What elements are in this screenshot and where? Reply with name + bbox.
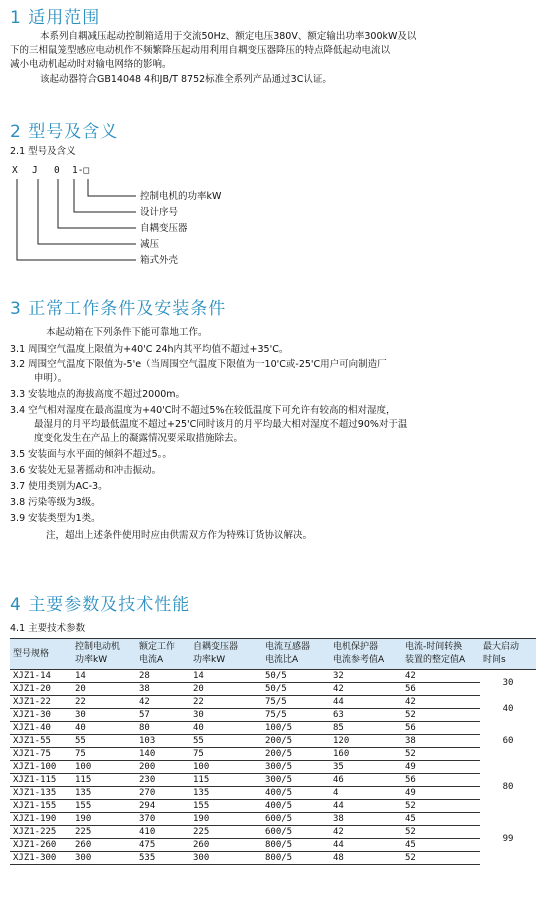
table-cell: 160 <box>330 748 402 761</box>
code-label-design-serial: 设计序号 <box>140 207 179 218</box>
sec3-item-3-4: 3.4 空气相对湿度在最高温度为+40'C时不超过5%在较低温度下可允许有较高的相对湿度， <box>10 405 396 416</box>
table-cell: 103 <box>136 735 190 748</box>
col-motor-power: 控制电动机 功率kW <box>72 639 136 670</box>
table-cell: 294 <box>136 800 190 813</box>
table-cell: 45 <box>402 813 480 826</box>
table-cell: 63 <box>330 709 402 722</box>
sec3-item-3-4-cont-1: 最湿月的月平均最低温度不超过+25'C同时该月的月平均最大相对湿度不超过90%对于温 <box>34 419 408 430</box>
table-cell: 270 <box>136 787 190 800</box>
sec2-subtitle: 2.1 型号及含义 <box>10 146 76 157</box>
table-cell: 800/5 <box>262 839 330 852</box>
table-cell: 32 <box>330 670 402 683</box>
code-suffix: 1-□ <box>72 165 90 176</box>
table-cell: 135 <box>72 787 136 800</box>
table-cell: 20 <box>190 683 262 696</box>
table-cell: 22 <box>190 696 262 709</box>
table-cell: 260 <box>190 839 262 852</box>
table-cell: 190 <box>72 813 136 826</box>
table-cell: 28 <box>136 670 190 683</box>
table-cell: 155 <box>72 800 136 813</box>
table-cell: 57 <box>136 709 190 722</box>
table-cell: 20 <box>72 683 136 696</box>
sec1-para-line-2: 下的三相鼠笼型感应电动机作不频繁降压起动用利用自耦变压器降压的特点降低起动电流以 <box>10 45 391 56</box>
table-row <box>10 800 536 813</box>
table-cell: XJZ1-20 <box>10 683 72 696</box>
code-digit-0: 0 <box>54 165 60 176</box>
col-rated-current: 额定工作 电流A <box>136 639 190 670</box>
table-cell: 44 <box>330 800 402 813</box>
section-1-title: 1 适用范围 <box>10 8 101 28</box>
table-cell: XJZ1-300 <box>10 852 72 865</box>
table-cell: 42 <box>330 826 402 839</box>
col-max-start-time: 最大启动 时间s <box>480 639 536 670</box>
table-cell: 85 <box>330 722 402 735</box>
table-cell: 225 <box>72 826 136 839</box>
sec1-para-line-4: 该起动器符合GB14048 4和JB/T 8752标准全系列产品通过3C认证。 <box>40 74 332 85</box>
table-cell: 40 <box>190 722 262 735</box>
table-cell: 230 <box>136 774 190 787</box>
start-time-cell: 99 <box>502 833 514 844</box>
start-time-cell: 30 <box>502 677 514 688</box>
col-transformer-power: 自耦变压器 功率kW <box>190 639 262 670</box>
table-cell: XJZ1-260 <box>10 839 72 852</box>
table-cell: 75 <box>190 748 262 761</box>
table-cell: XJZ1-155 <box>10 800 72 813</box>
spec-table-body <box>10 670 536 865</box>
col-ct-ratio: 电流互感器 电流比A <box>262 639 330 670</box>
table-row <box>10 696 536 709</box>
table-cell: 55 <box>72 735 136 748</box>
table-cell: 115 <box>190 774 262 787</box>
sec3-item-3-1: 3.1 周围空气温度上限值为+40'C 24h内其平均值不超过+35'C。 <box>10 344 289 355</box>
code-letter-x: X <box>12 165 18 176</box>
table-cell: 42 <box>330 683 402 696</box>
table-row <box>10 722 536 735</box>
col-time-setting: 电流-时间转换 装置的整定值A <box>402 639 480 670</box>
table-cell: 14 <box>72 670 136 683</box>
spec-table <box>10 638 536 865</box>
table-cell: 42 <box>402 696 480 709</box>
table-cell: 300/5 <box>262 774 330 787</box>
sec3-item-3-5: 3.5 安装面与水平面的倾斜不超过5。。 <box>10 449 172 460</box>
table-cell: 600/5 <box>262 813 330 826</box>
table-cell: 800/5 <box>262 852 330 865</box>
table-cell: 155 <box>190 800 262 813</box>
section-2-title: 2 型号及含义 <box>10 122 119 142</box>
sec3-note: 注，超出上述条件使用时应由供需双方作为特殊订货协议解决。 <box>46 530 313 541</box>
sec3-item-3-7: 3.7 使用类别为AC-3。 <box>10 481 108 492</box>
table-cell: XJZ1-14 <box>10 670 72 683</box>
table-cell: 14 <box>190 670 262 683</box>
code-letter-j: J <box>32 165 38 176</box>
table-cell: 100/5 <box>262 722 330 735</box>
start-time-cell: 40 <box>502 703 514 714</box>
table-cell: XJZ1-100 <box>10 761 72 774</box>
table-cell: 48 <box>330 852 402 865</box>
table-cell: 55 <box>190 735 262 748</box>
table-cell: 260 <box>72 839 136 852</box>
table-cell: 52 <box>402 709 480 722</box>
table-cell: 38 <box>402 735 480 748</box>
sec3-item-3-6: 3.6 安装处无显著摇动和冲击振动。 <box>10 465 162 476</box>
table-cell: 190 <box>190 813 262 826</box>
table-cell: 300 <box>72 852 136 865</box>
table-cell: 46 <box>330 774 402 787</box>
table-cell: 400/5 <box>262 787 330 800</box>
code-label-box-enclosure: 箱式外壳 <box>140 255 179 266</box>
sec1-para-line-1: 本系列自耦减压起动控制箱适用于交流50Hz、额定电压380V、额定输出功率300kW及以 <box>40 31 417 42</box>
table-cell: 50/5 <box>262 670 330 683</box>
table-cell: 56 <box>402 683 480 696</box>
table-cell: 30 <box>190 709 262 722</box>
table-row <box>10 813 536 826</box>
sec3-item-3-2: 3.2 周围空气温度下限值为-5'e（当周围空气温度下限值为一10'C或-25'C用户可向制造厂 <box>10 359 387 370</box>
sec4-subtitle: 4.1 主要技术参数 <box>10 623 86 634</box>
table-cell: 56 <box>402 722 480 735</box>
table-cell: 75 <box>72 748 136 761</box>
table-row <box>10 826 536 839</box>
table-row <box>10 748 536 761</box>
table-cell: XJZ1-30 <box>10 709 72 722</box>
table-cell: 52 <box>402 852 480 865</box>
code-label-reduced-voltage: 减压 <box>140 239 160 250</box>
table-cell: 30 <box>72 709 136 722</box>
table-cell: 52 <box>402 800 480 813</box>
table-cell: 475 <box>136 839 190 852</box>
table-row <box>10 735 536 748</box>
table-cell: 200/5 <box>262 735 330 748</box>
sec1-para-line-3: 减小电动机起动时对输电网络的影响。 <box>10 59 172 70</box>
table-cell: 600/5 <box>262 826 330 839</box>
table-cell: 200 <box>136 761 190 774</box>
table-cell: 52 <box>402 748 480 761</box>
code-label-power: 控制电机的功率kW <box>140 191 222 202</box>
table-cell: 49 <box>402 787 480 800</box>
table-row <box>10 709 536 722</box>
table-row <box>10 761 536 774</box>
code-label-autotransformer: 自耦变压器 <box>140 223 188 234</box>
table-cell: 300 <box>190 852 262 865</box>
table-cell: 50/5 <box>262 683 330 696</box>
table-row <box>10 787 536 800</box>
table-cell: 100 <box>190 761 262 774</box>
sec3-item-3-8: 3.8 污染等级为3级。 <box>10 497 101 508</box>
table-row <box>10 774 536 787</box>
table-cell: 535 <box>136 852 190 865</box>
col-model: 型号规格 <box>10 639 72 670</box>
section-3-title: 3 正常工作条件及安装条件 <box>10 299 227 319</box>
table-cell: 44 <box>330 696 402 709</box>
table-row <box>10 839 536 852</box>
table-cell: XJZ1-115 <box>10 774 72 787</box>
start-time-cell: 80 <box>502 781 514 792</box>
table-cell: 45 <box>402 839 480 852</box>
table-cell: XJZ1-22 <box>10 696 72 709</box>
table-row <box>10 852 536 865</box>
table-cell: 370 <box>136 813 190 826</box>
table-cell: 38 <box>136 683 190 696</box>
table-cell: 75/5 <box>262 709 330 722</box>
sec3-item-3-3: 3.3 安装地点的海拔高度不超过2000m。 <box>10 389 186 400</box>
table-cell: 80 <box>136 722 190 735</box>
start-time-cell: 60 <box>502 736 514 746</box>
table-cell: 49 <box>402 761 480 774</box>
table-cell: XJZ1-40 <box>10 722 72 735</box>
table-cell: 75/5 <box>262 696 330 709</box>
table-cell: 44 <box>330 839 402 852</box>
table-cell: 120 <box>330 735 402 748</box>
table-cell: 40 <box>72 722 136 735</box>
table-cell: XJZ1-135 <box>10 787 72 800</box>
table-cell: 115 <box>72 774 136 787</box>
table-cell: 56 <box>402 774 480 787</box>
table-row <box>10 670 536 683</box>
table-cell: 42 <box>402 670 480 683</box>
sec3-item-3-4-cont-2: 度变化发生在产品上的凝露情况要采取措施除去。 <box>34 433 244 444</box>
sec3-item-3-2-cont: 申明）。 <box>34 373 68 384</box>
table-cell: 400/5 <box>262 800 330 813</box>
spec-table-header <box>10 639 536 670</box>
table-cell: 52 <box>402 826 480 839</box>
table-cell: 35 <box>330 761 402 774</box>
table-cell: 42 <box>136 696 190 709</box>
table-cell: XJZ1-190 <box>10 813 72 826</box>
table-cell: 200/5 <box>262 748 330 761</box>
table-cell: XJZ1-225 <box>10 826 72 839</box>
table-cell: 22 <box>72 696 136 709</box>
sec3-item-3-9: 3.9 安装类型为1类。 <box>10 513 101 524</box>
table-cell: XJZ1-75 <box>10 748 72 761</box>
table-cell: 38 <box>330 813 402 826</box>
table-cell: 135 <box>190 787 262 800</box>
table-cell: XJZ1-55 <box>10 735 72 748</box>
table-cell: 410 <box>136 826 190 839</box>
table-cell: 4 <box>330 787 402 800</box>
col-protector-current: 电机保护器 电流参考值A <box>330 639 402 670</box>
model-code-diagram <box>10 164 270 268</box>
table-cell: 100 <box>72 761 136 774</box>
sec3-intro: 本起动箱在下列条件下能可靠地工作。 <box>46 327 208 338</box>
section-4-title: 4 主要参数及技术性能 <box>10 595 191 615</box>
table-cell: 225 <box>190 826 262 839</box>
table-cell: 300/5 <box>262 761 330 774</box>
table-cell: 140 <box>136 748 190 761</box>
table-row <box>10 683 536 696</box>
